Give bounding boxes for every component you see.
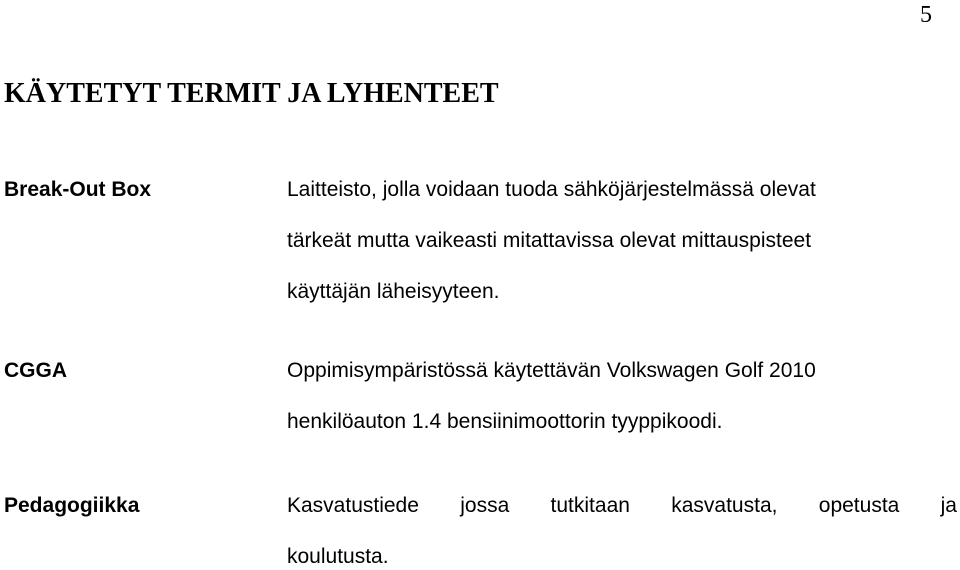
glossary-term: Break-Out Box [4, 178, 152, 201]
definition-word: ja [940, 494, 957, 517]
section-heading: KÄYTETYT TERMIT JA LYHENTEET [4, 78, 499, 109]
glossary-term: CGGA [4, 359, 67, 382]
definition-line: tärkeät mutta vaikeasti mitattavissa olevat mittauspisteet [287, 229, 812, 252]
definition-word: opetusta [818, 494, 900, 517]
glossary-definition [287, 176, 957, 305]
definition-line: Laitteisto, jolla voidaan tuoda sähköjärjestelmässä olevat [287, 178, 816, 201]
definition-word: jossa [460, 494, 510, 517]
glossary-definition [287, 492, 957, 570]
definition-line: henkilöauton 1.4 bensiinimoottorin tyyppikoodi. [287, 410, 723, 433]
definition-line: käyttäjän läheisyyteen. [287, 280, 500, 303]
definition-line: koulutusta. [287, 545, 389, 568]
definition-word: kasvatusta, [671, 494, 778, 517]
page-number: 5 [920, 2, 932, 28]
definition-word: Kasvatustiede [287, 494, 419, 517]
definition-line: Oppimisympäristössä käytettävän Volkswagen Golf 2010 [287, 359, 816, 382]
glossary-term: Pedagogiikka [4, 494, 140, 517]
definition-word: tutkitaan [550, 494, 630, 517]
glossary-definition [287, 357, 957, 435]
definition-line [287, 492, 957, 519]
